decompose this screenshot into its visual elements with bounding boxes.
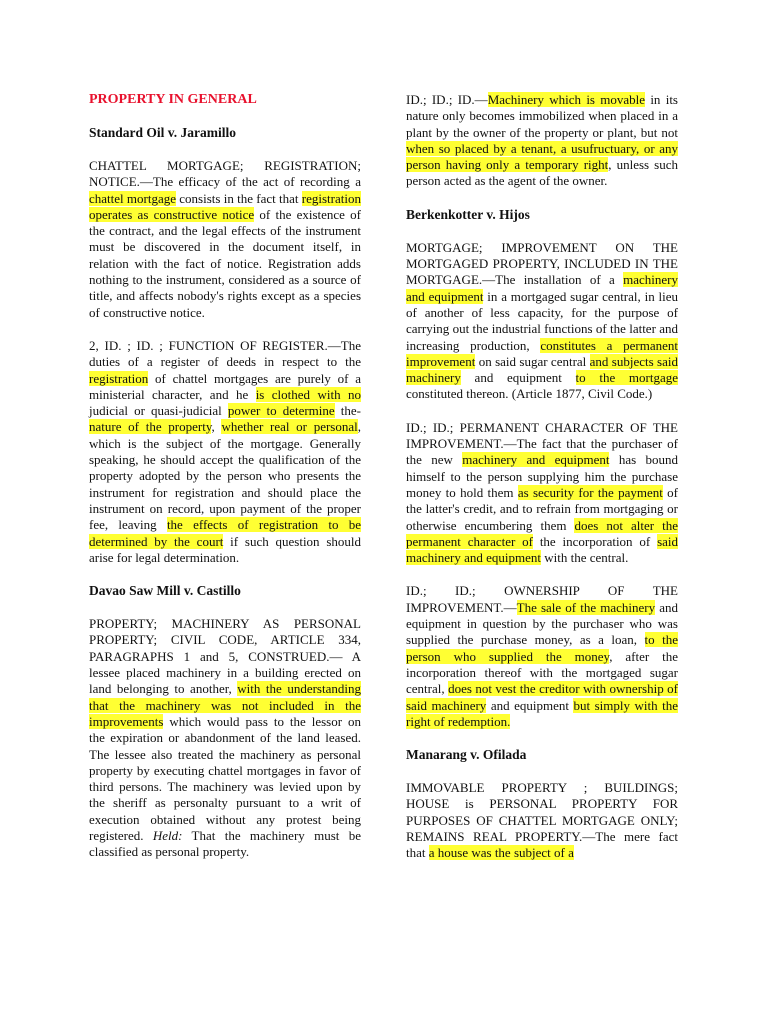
highlighted-text: to the mortgage	[575, 370, 678, 386]
text-run: , after the incorporation thereof with the mortgaged sugar central,	[406, 648, 678, 697]
case-paragraph	[406, 583, 678, 730]
case-title: Davao Saw Mill v. Castillo	[89, 583, 241, 599]
text-run: ,	[211, 419, 222, 435]
highlighted-text: is clothed with no	[255, 386, 361, 402]
highlighted-text: machinery and equipment	[406, 272, 678, 304]
text-run: on said sugar central	[475, 353, 590, 369]
text-run: ID.; ID.; OWNERSHIP OF THE IMPROVEMENT.—	[406, 583, 678, 615]
highlighted-text: chattel mortgage	[89, 190, 177, 206]
case-paragraph	[406, 240, 678, 403]
highlighted-text: as security for the payment	[517, 484, 663, 500]
text-run: judicial or quasi-judicial	[89, 403, 228, 419]
highlighted-text: does not vest the creditor with ownership of said machinery	[406, 681, 678, 713]
text-run: the-	[334, 403, 362, 419]
text-run: PROPERTY; MACHINERY AS PERSONAL PROPERTY; CIVIL CODE, ARTICLE 334, PARAGRAPHS 1 and 5, CONSTRUED.— A lessee placed machinery in a building erected on land belonging to another,	[89, 616, 361, 697]
section-title: PROPERTY IN GENERAL	[89, 92, 257, 107]
text-run: , unless such person acted as the agent of the owner.	[406, 157, 678, 189]
text-run: CHATTEL MORTGAGE; REGISTRATION; NOTICE.—The efficacy of the act of recording a	[89, 158, 361, 190]
highlighted-text: registration	[89, 370, 149, 386]
text-run: of the latter's credit, and to refrain from mortgaging or otherwise encumbering them	[406, 484, 678, 533]
text-run: of the existence of the contract, and the legal effects of the instrument must be discovered in the document itself, in relation with the fact of notice. Registration adds nothing to the instrument, considered as a source of title, and affects nobody's rights except as a species of constructive notice.	[89, 206, 362, 320]
text-run: if such question should arise for legal determination.	[89, 533, 361, 565]
text-run: constituted thereon. (Article 1877, Civil Code.)	[406, 386, 653, 402]
text-run: has bound himself to the person supplying him the purchase money to hold them	[406, 452, 678, 500]
text-run: That the machinery must be classified as personal property.	[89, 827, 361, 860]
text-run: in its nature only becomes immobilized when placed in a plant by the owner of the property or plant, but not	[406, 92, 678, 140]
highlighted-text: machinery and equipment	[462, 452, 610, 468]
text-run: of chattel mortgages are purely of a ministerial character, and he	[89, 370, 361, 402]
case-title: Standard Oil v. Jaramillo	[89, 125, 237, 140]
case-paragraph	[406, 92, 678, 190]
text-run: MORTGAGE; IMPROVEMENT ON THE MORTGAGED PROPERTY, INCLUDED IN THE MORTGAGE.—The installation of a	[406, 239, 678, 288]
highlighted-text: constitutes a permanent improvement	[406, 337, 678, 369]
highlighted-text: does not alter the permanent character of	[406, 517, 678, 549]
text-run: which would pass to the lessor on the expiration or abandonment of the land leased. The lessee also treated the machinery as personal property by executing chattel mortgages in favor of third persons. The machinery was levied upon by the sheriff as personalty pursuant to a writ of execution obtained without any protest being registered.	[89, 713, 361, 843]
text-run: the incorporation of	[532, 533, 658, 549]
highlighted-text: whether real or personal	[221, 419, 358, 435]
highlighted-text: The sale of the machinery	[516, 599, 656, 615]
text-run: , which is the subject of the mortgage. Generally speaking, he should accept the qualification of the property adopted by the person who presents the instrument for registration and should place the instrument on record, upon payment of the proper fee, leaving	[89, 419, 361, 533]
highlighted-text: the effects of registration to be determined by the court	[89, 517, 362, 549]
case-paragraph	[406, 420, 678, 567]
text-run: and equipment	[460, 370, 576, 386]
highlighted-text: nature of the property	[89, 419, 212, 435]
highlighted-text: registration operates as constructive notice	[89, 190, 361, 222]
case-paragraph	[406, 780, 678, 861]
text-run: IMMOVABLE PROPERTY ; BUILDINGS; HOUSE is PERSONAL PROPERTY FOR PURPOSES OF CHATTEL MORTGAGE ONLY; REMAINS REAL PROPERTY.—The mere fact that	[406, 780, 678, 861]
highlighted-text: power to determine	[227, 403, 335, 419]
text-run: with the central.	[541, 550, 629, 566]
highlighted-text: and subjects said machinery	[406, 353, 678, 386]
text-run: ID.; ID.; ID.—	[406, 92, 488, 107]
right-column	[406, 92, 678, 879]
highlighted-text: said machinery and equipment	[406, 533, 679, 566]
highlighted-text: when so placed by a tenant, a usufructuary, or any person having only a temporary right	[406, 140, 678, 173]
italic-text: Held:	[152, 827, 183, 843]
text-run: ID.; ID.; PERMANENT CHARACTER OF THE IMPROVEMENT.—The fact that the purchaser of the new	[406, 419, 678, 468]
highlighted-text: to the person who supplied the money	[406, 632, 678, 664]
highlighted-text: Machinery which is movable	[487, 92, 646, 107]
case-paragraph	[89, 158, 361, 321]
case-title: Manarang v. Ofilada	[406, 747, 527, 763]
case-paragraph	[89, 616, 361, 860]
text-run: and equipment	[486, 697, 574, 713]
text-run: in a mortgaged sugar central, in lieu of another of less capacity, for the purpose of carrying out the industrial functions of the latter and increasing production,	[406, 288, 678, 353]
left-column	[89, 92, 361, 878]
text-run: 2, ID. ; ID. ; FUNCTION OF REGISTER.—The duties of a register of deeds in respect to the	[89, 337, 361, 370]
text-run: and equipment in question by the purchaser who was supplied the purchase money, as a loan,	[406, 599, 678, 648]
highlighted-text: but simply with the right of redemption.	[406, 697, 678, 729]
case-title: Berkenkotter v. Hijos	[406, 206, 530, 222]
text-run: consists in the fact that	[176, 190, 302, 206]
case-paragraph	[89, 338, 361, 566]
highlighted-text: with the understanding that the machinery was not included in the improvements	[89, 681, 361, 729]
highlighted-text: a house was the subject of a	[428, 845, 574, 861]
